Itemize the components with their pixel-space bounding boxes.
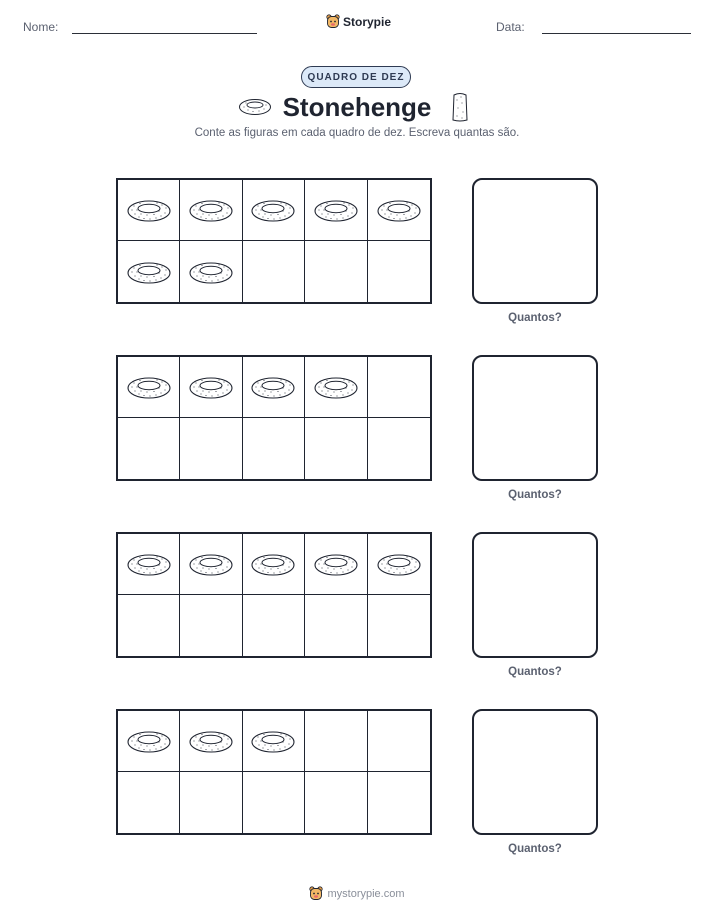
- ten-frame-cell: [118, 711, 180, 772]
- stone-ring-icon: [188, 728, 234, 754]
- date-label: Data:: [496, 20, 525, 34]
- ten-frame-cell: [368, 595, 430, 656]
- stone-ring-icon: [188, 197, 234, 223]
- ten-frame-cell: [305, 595, 367, 656]
- footer-url: mystorypie.com: [327, 887, 405, 900]
- ten-frame-cell: [180, 772, 242, 833]
- ten-frame-cell: [180, 534, 242, 595]
- ten-frame-cell: [180, 241, 242, 302]
- stone-ring-icon: [188, 374, 234, 400]
- ten-frame-cell: [243, 711, 305, 772]
- ten-frame-cell: [118, 534, 180, 595]
- ten-frame-cell: [305, 357, 367, 418]
- stone-ring-icon: [313, 197, 359, 223]
- ten-frame-cell: [180, 357, 242, 418]
- ten-frame-cell: [243, 241, 305, 302]
- answer-box-3[interactable]: [472, 532, 598, 658]
- worksheet-type-badge: QUADRO DE DEZ: [301, 66, 411, 88]
- answer-label-2: Quantos?: [508, 489, 562, 501]
- standing-stone-icon: [450, 91, 470, 123]
- brand-logo: [326, 14, 391, 29]
- name-field-line[interactable]: [72, 33, 257, 34]
- ten-frame-cell: [305, 772, 367, 833]
- ten-frame-cell: [368, 711, 430, 772]
- ten-frame-cell: [243, 534, 305, 595]
- ten-frame-2: [116, 355, 432, 481]
- answer-label-3: Quantos?: [508, 666, 562, 678]
- stone-ring-icon: [313, 374, 359, 400]
- stone-ring-icon: [126, 259, 172, 285]
- stone-ring-icon: [126, 197, 172, 223]
- stone-ring-icon: [126, 728, 172, 754]
- date-field-line[interactable]: [542, 33, 691, 34]
- ten-frame-cell: [368, 180, 430, 241]
- ten-frame-cell: [368, 241, 430, 302]
- page-title: Stonehenge: [282, 92, 432, 122]
- stone-ring-icon: [313, 551, 359, 577]
- answer-box-1[interactable]: [472, 178, 598, 304]
- stone-ring-icon: [376, 551, 422, 577]
- ten-frame-cell: [305, 180, 367, 241]
- ten-frame-cell: [118, 357, 180, 418]
- stone-ring-icon: [250, 728, 296, 754]
- ten-frame-cell: [180, 711, 242, 772]
- brand-name: Storypie: [343, 14, 392, 29]
- ten-frame-4: [116, 709, 432, 835]
- ten-frame-cell: [118, 772, 180, 833]
- ten-frame-cell: [305, 711, 367, 772]
- ten-frame-cell: [243, 180, 305, 241]
- ten-frame-cell: [243, 418, 305, 479]
- ten-frame-cell: [118, 595, 180, 656]
- name-label: Nome:: [23, 20, 59, 34]
- ten-frame-cell: [368, 418, 430, 479]
- ten-frame-cell: [243, 595, 305, 656]
- ten-frame-cell: [368, 534, 430, 595]
- stone-ring-icon: [250, 374, 296, 400]
- ten-frame-cell: [118, 418, 180, 479]
- ten-frame-cell: [243, 357, 305, 418]
- answer-box-2[interactable]: [472, 355, 598, 481]
- answer-label-1: Quantos?: [508, 312, 562, 324]
- ten-frame-cell: [305, 241, 367, 302]
- answer-label-4: Quantos?: [508, 843, 562, 855]
- ten-frame-cell: [368, 772, 430, 833]
- storypie-mascot-icon: [309, 886, 323, 901]
- stone-ring-icon: [250, 551, 296, 577]
- ten-frame-cell: [180, 418, 242, 479]
- answer-box-4[interactable]: [472, 709, 598, 835]
- ten-frame-cell: [118, 180, 180, 241]
- stone-ring-icon: [188, 551, 234, 577]
- stone-ring-icon: [126, 551, 172, 577]
- instructions: Conte as figuras em cada quadro de dez. Escreva quantas são.: [194, 127, 520, 139]
- storypie-mascot-icon: [326, 14, 340, 29]
- stone-ring-icon: [188, 259, 234, 285]
- ten-frame-cell: [180, 595, 242, 656]
- ten-frame-cell: [118, 241, 180, 302]
- stone-ring-icon: [126, 374, 172, 400]
- ten-frame-3: [116, 532, 432, 658]
- ten-frame-cell: [180, 180, 242, 241]
- ten-frame-cell: [305, 534, 367, 595]
- ten-frame-cell: [368, 357, 430, 418]
- ten-frame-cell: [243, 772, 305, 833]
- stone-ring-icon: [250, 197, 296, 223]
- ten-frame-1: [116, 178, 432, 304]
- stone-ring-icon: [376, 197, 422, 223]
- ten-frame-cell: [305, 418, 367, 479]
- footer: [0, 886, 714, 901]
